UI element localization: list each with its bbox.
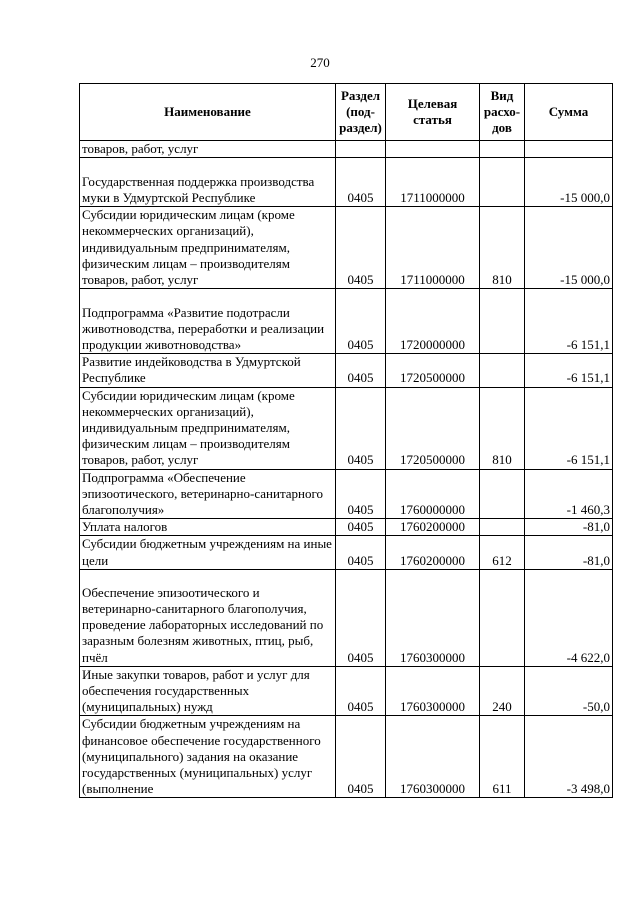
cell-vid: 810: [480, 387, 525, 469]
cell-name: Государственная поддержка производства муки в Удмуртской Республике: [80, 158, 336, 207]
cell-razdel: 0405: [336, 158, 386, 207]
cell-name: Подпрограмма «Обеспечение эпизоотического, ветеринарно-санитарного благополучия»: [80, 469, 336, 519]
cell-name: Обеспечение эпизоотического и ветеринарно-санитарного благополучия, проведение лабораторных исследований по заразным болезням животных, птиц, рыб, пчёл: [80, 569, 336, 666]
table-row: [80, 158, 613, 207]
table-row: [80, 716, 613, 798]
table-row: [80, 469, 613, 519]
cell-razdel: 0405: [336, 207, 386, 289]
cell-summa: -6 151,1: [525, 387, 613, 469]
table-row: [80, 569, 613, 666]
cell-celevaya: 1760200000: [386, 519, 480, 536]
cell-vid: [480, 469, 525, 519]
table-row: [80, 141, 613, 158]
cell-celevaya: 1760300000: [386, 569, 480, 666]
cell-razdel: 0405: [336, 354, 386, 387]
cell-summa: -4 622,0: [525, 569, 613, 666]
cell-name: Иные закупки товаров, работ и услуг для обеспечения государственных (муниципальных) нужд: [80, 666, 336, 716]
cell-name: Субсидии юридическим лицам (кроме некоммерческих организаций), индивидуальным предпринимателям, физическим лицам – производителям товаров, работ, услуг: [80, 387, 336, 469]
cell-summa: -81,0: [525, 536, 613, 569]
cell-vid: [480, 158, 525, 207]
table-row: [80, 536, 613, 569]
cell-summa: -6 151,1: [525, 289, 613, 354]
cell-vid: [480, 141, 525, 158]
cell-celevaya: [386, 141, 480, 158]
cell-razdel: 0405: [336, 387, 386, 469]
cell-vid: [480, 569, 525, 666]
cell-celevaya: 1720500000: [386, 387, 480, 469]
cell-name: Подпрограмма «Развитие подотрасли животноводства, переработки и реализации продукции животноводства»: [80, 289, 336, 354]
table-row: [80, 666, 613, 716]
cell-vid: 240: [480, 666, 525, 716]
table-row: [80, 207, 613, 289]
cell-name: Субсидии бюджетным учреждениям на иные цели: [80, 536, 336, 569]
cell-celevaya: 1711000000: [386, 207, 480, 289]
table-row: [80, 387, 613, 469]
cell-name: Субсидии юридическим лицам (кроме некоммерческих организаций), индивидуальным предпринимателям, физическим лицам – производителям товаров, работ, услуг: [80, 207, 336, 289]
header-razdel: Раздел (под-раздел): [336, 84, 386, 141]
cell-vid: [480, 289, 525, 354]
page-number: 270: [310, 55, 330, 70]
cell-celevaya: 1760200000: [386, 536, 480, 569]
cell-vid: 810: [480, 207, 525, 289]
cell-summa: -15 000,0: [525, 207, 613, 289]
cell-vid: 611: [480, 716, 525, 798]
cell-name: Уплата налогов: [80, 519, 336, 536]
cell-summa: -1 460,3: [525, 469, 613, 519]
cell-summa: -15 000,0: [525, 158, 613, 207]
cell-summa: [525, 141, 613, 158]
cell-celevaya: 1760000000: [386, 469, 480, 519]
cell-vid: 612: [480, 536, 525, 569]
cell-razdel: 0405: [336, 666, 386, 716]
cell-razdel: 0405: [336, 716, 386, 798]
cell-razdel: 0405: [336, 469, 386, 519]
cell-name: товаров, работ, услуг: [80, 141, 336, 158]
cell-razdel: 0405: [336, 536, 386, 569]
cell-celevaya: 1720000000: [386, 289, 480, 354]
cell-celevaya: 1760300000: [386, 666, 480, 716]
cell-summa: -50,0: [525, 666, 613, 716]
cell-summa: -81,0: [525, 519, 613, 536]
table-header-row: [80, 84, 613, 141]
cell-celevaya: 1720500000: [386, 354, 480, 387]
budget-table: [79, 83, 613, 798]
cell-summa: -6 151,1: [525, 354, 613, 387]
table-row: [80, 354, 613, 387]
cell-razdel: 0405: [336, 569, 386, 666]
cell-celevaya: 1760300000: [386, 716, 480, 798]
cell-razdel: [336, 141, 386, 158]
cell-name: Развитие индейководства в Удмуртской Республике: [80, 354, 336, 387]
cell-summa: -3 498,0: [525, 716, 613, 798]
header-summa: Сумма: [525, 84, 613, 141]
table-row: [80, 289, 613, 354]
header-name: Наименование: [80, 84, 336, 141]
cell-celevaya: 1711000000: [386, 158, 480, 207]
cell-vid: [480, 354, 525, 387]
table-row: [80, 519, 613, 536]
cell-name: Субсидии бюджетным учреждениям на финансовое обеспечение государственного (муниципального) задания на оказание государственных (муниципальных) услуг (выполнение: [80, 716, 336, 798]
header-vid: Вид расхо-дов: [480, 84, 525, 141]
cell-razdel: 0405: [336, 519, 386, 536]
cell-vid: [480, 519, 525, 536]
header-celevaya: Целевая статья: [386, 84, 480, 141]
cell-razdel: 0405: [336, 289, 386, 354]
